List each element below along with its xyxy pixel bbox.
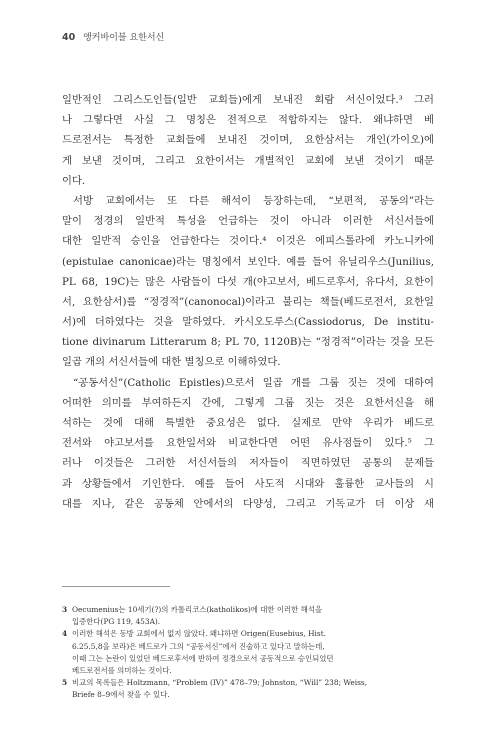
footnote-line bbox=[62, 616, 434, 628]
footnote-line bbox=[62, 653, 434, 665]
body-line: 전서와 야고보서를 요한일서와 비교한다면 어떤 유사점들이 있다.⁵ 그 bbox=[62, 437, 434, 450]
footnotes bbox=[62, 604, 434, 702]
body-line: 러나 이것들은 그러한 서신서들의 저자들이 직면하였던 공통의 문제들 bbox=[62, 457, 434, 470]
body-line: 서, 요한삼서)를 “정경적”(canonocal)이라고 불리는 책들(베드로전서, 요한일 bbox=[62, 295, 434, 308]
footnote-line bbox=[62, 628, 434, 640]
body-line: 이다. bbox=[62, 174, 86, 187]
body-line: 서방 교회에서는 또 다른 해석이 등장하는데, “보편적, 공동의”라는 bbox=[73, 194, 434, 207]
footnote-number: 3 bbox=[62, 605, 68, 614]
footnote-separator bbox=[62, 586, 170, 587]
body-line: 과 상황들에서 기인한다. 예를 들어 사도적 시대와 훌륭한 교사들의 시 bbox=[62, 477, 434, 490]
footnote-line bbox=[62, 689, 434, 701]
footnote-text: 입증한다(PG 119, 453A). bbox=[72, 617, 161, 627]
body-line: 나 그렇다면 사실 그 명칭은 전적으로 적합하지는 않다. 왜냐하면 베 bbox=[62, 114, 434, 127]
body-line: 말이 정경의 일반적 특성을 언급하는 것이 아니라 이러한 서신서들에 bbox=[62, 215, 434, 228]
footnote-text: 비교의 목록들은 Holtzmann, “Problem (IV)” 478–79; Johnston, “Will” 238; Weiss, bbox=[72, 678, 368, 688]
footnote-text: Oecumenius는 10세기(?)의 카톨리코스(katholikos)에 대한 이러한 해석을 bbox=[72, 605, 323, 614]
footnote-text: Briefe 8–9에서 찾을 수 있다. bbox=[72, 690, 170, 700]
body-line: PL 68, 19C)는 많은 사람들이 다섯 개(야고보서, 베드로후서, 유다서, 요한이 bbox=[62, 275, 434, 288]
footnote-text: 이러한 해석은 동방 교회에서 없지 않았다. 왜냐하면 Origen(Eusebius, Hist. bbox=[72, 629, 327, 639]
body-line: 게 보낸 것이며, 그리고 요한이서는 개별적인 교회에 보낸 것이기 때문 bbox=[62, 154, 434, 167]
body-line: “공동서신”(Catholic Epistles)으로서 일곱 개를 그룹 짓는 것에 대하여 bbox=[73, 376, 434, 389]
body-line: tione divinarum Litterarum 8; PL 70, 1120B)는 “정경적”이라는 것을 모든 bbox=[62, 336, 434, 349]
body-line: 대를 지나, 같은 공동체 안에서의 다양성, 그리고 기독교가 더 이상 새 bbox=[62, 497, 434, 510]
footnote-line bbox=[62, 604, 434, 616]
footnote-number: 5 bbox=[62, 678, 68, 688]
footnote-line bbox=[62, 641, 434, 653]
body-line: 일곱 개의 서신서들에 대한 별칭으로 이해하였다. bbox=[62, 356, 281, 369]
body-text bbox=[62, 90, 434, 514]
body-line: 어떠한 의미를 부여하든지 간에, 그렇게 그룹 짓는 것은 요한서신을 해 bbox=[62, 396, 434, 409]
body-line: (epistulae canonicae)라는 명칭에서 보인다. 예를 들어 유닐리우스(Junilius, bbox=[62, 255, 434, 268]
body-line: 일반적인 그리스도인들(일반 교회들)에게 보내진 회람 서신이었다.³ 그러 bbox=[62, 94, 434, 106]
footnote-text: 6.25.5,8을 보라)은 베드로가 그의 “공동서신”에서 진술하고 있다고 말하는데, bbox=[72, 641, 325, 651]
book-title: 앵커바이블 요한서신 bbox=[83, 33, 165, 43]
body-line: 대한 일반적 승인을 언급한다는 것이다.⁴ 이것은 에피스톨라에 카노니카에 bbox=[62, 235, 434, 248]
running-header bbox=[62, 30, 164, 43]
body-line: 석하는 것에 대해 특별한 중요성은 없다. 실제로 만약 우리가 베드로 bbox=[62, 417, 434, 429]
body-line: 드로전서는 특정한 교회들에 보내진 것이며, 요한삼서는 개인(가이오)에 bbox=[62, 134, 434, 147]
page-number: 40 bbox=[62, 32, 76, 43]
footnote-line bbox=[62, 665, 434, 677]
footnote-line bbox=[62, 677, 434, 689]
body-line: 서)에 더하였다는 것을 말하였다. 카시오도루스(Cassiodorus, De institu- bbox=[62, 316, 434, 329]
footnote-text: 베드로전서를 의미하는 것이다. bbox=[72, 665, 172, 675]
footnote-number: 4 bbox=[62, 629, 68, 639]
footnote-text: 이때 그는 논란이 있었던 베드로후서에 반하여 정경으로서 공동적으로 승인되었던 bbox=[72, 653, 334, 663]
